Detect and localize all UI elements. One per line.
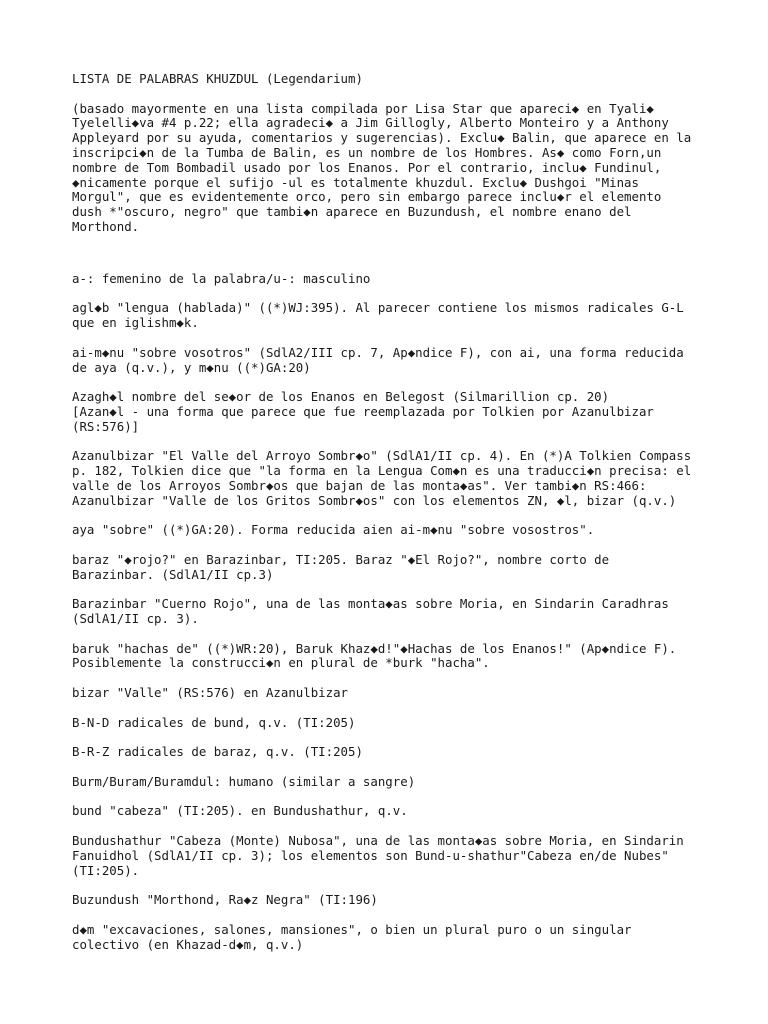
- entry-azanulbizar: Azanulbizar "El Valle del Arroyo Sombr◆o" (SdlA1/II cp. 4). En (*)A Tolkien Compass p. 182, Tolkien dice que "la forma en la Lengua Com◆n es una traducci◆n precisa: el valle de los Arroyos Sombr◆os que bajan de las monta◆as". Ver tambi◆n RS:466: Azanulbizar "Valle de los Gritos Sombr◆os" con los elementos ZN, ◆l, bizar (q.v.): [72, 448, 692, 508]
- entry-baraz: baraz "◆rojo?" en Barazinbar, TI:205. Baraz "◆El Rojo?", nombre corto de Barazinbar. (SdlA1/II cp.3): [72, 551, 610, 582]
- entry-azaghal: Azagh◆l nombre del se◆or de los Enanos en Belegost (Silmarillion cp. 20) [Azan◆l - una forma que parece que fue reemplazada por Tolkien por Azanulbizar (RS:576)]: [72, 389, 654, 434]
- document-title: LISTA DE PALABRAS KHUZDUL (Legendarium): [72, 71, 363, 86]
- entry-dum: d◆m "excavaciones, salones, mansiones", o bien un plural puro o un singular colectivo (en Khazad-d◆m, q.v.): [72, 921, 632, 952]
- entry-baruk: baruk "hachas de" ((*)WR:20), Baruk Khaz◆d!"◆Hachas de los Enanos!" (Ap◆ndice F). Posiblemente la construcci◆n en plural de *burk "hacha".: [72, 640, 677, 671]
- entry-b-r-z: B-R-Z radicales de baraz, q.v. (TI:205): [72, 744, 363, 760]
- entry-a: a-: femenino de la palabra/u-: masculino: [72, 270, 371, 286]
- entry-ai-menu: ai-m◆nu "sobre vosotros" (SdlA2/III cp. 7, Ap◆ndice F), con ai, una forma reducida de aya (q.v.), y m◆nu ((*)GA:20): [72, 344, 684, 375]
- entry-bund: bund "cabeza" (TI:205). en Bundushathur, q.v.: [72, 803, 408, 819]
- intro-paragraph: (basado mayormente en una lista compilada por Lisa Star que apareci◆ en Tyali◆ Tyelelli◆va #4 p.22; ella agradeci◆ a Jim Gillogly, Alberto Monteiro y a Anthony Appleyard por su ayuda, comentarios y sugerencias). Exclu◆ Balin, que aparece en la inscripci◆n de la Tumba de Balin, es un nombre de los Hombres. As◆ como Forn,un nombre de Tom Bombadil usado por los Enanos. Por el contrario, inclu◆ Fundinul, ◆nicamente porque el sufijo -ul es totalmente khuzdul. Exclu◆ Dushgoi "Minas Morgul", que es evidentemente orco, pero sin embargo parece inclu◆r el elemento dush *"oscuro, negro" que tambi◆n aparece en Buzundush, el nombre enano del Morthond.: [72, 100, 692, 234]
- entry-burm: Burm/Buram/Buramdul: humano (similar a sangre): [72, 773, 416, 789]
- entry-bizar: bizar "Valle" (RS:576) en Azanulbizar: [72, 685, 349, 701]
- entry-aya: aya "sobre" ((*)GA:20). Forma reducida aien ai-m◆nu "sobre vosostros".: [72, 522, 595, 538]
- entry-aglab: agl◆b "lengua (hablada)" ((*)WJ:395). Al parecer contiene los mismos radicales G-L que en iglishm◆k.: [72, 300, 684, 331]
- entry-barazinbar: Barazinbar "Cuerno Rojo", una de las monta◆as sobre Moria, en Sindarin Caradhras (SdlA1/II cp. 3).: [72, 596, 669, 627]
- entry-buzundush: Buzundush "Morthond, Ra◆z Negra" (TI:196): [72, 892, 378, 908]
- entry-b-n-d: B-N-D radicales de bund, q.v. (TI:205): [72, 714, 356, 730]
- entry-bundushathur: Bundushathur "Cabeza (Monte) Nubosa", una de las monta◆as sobre Moria, en Sindarin Fanuidhol (SdlA1/II cp. 3); los elementos son Bund-u-shathur"Cabeza en/de Nubes" (TI:205).: [72, 833, 684, 878]
- document-page: [72, 72, 712, 967]
